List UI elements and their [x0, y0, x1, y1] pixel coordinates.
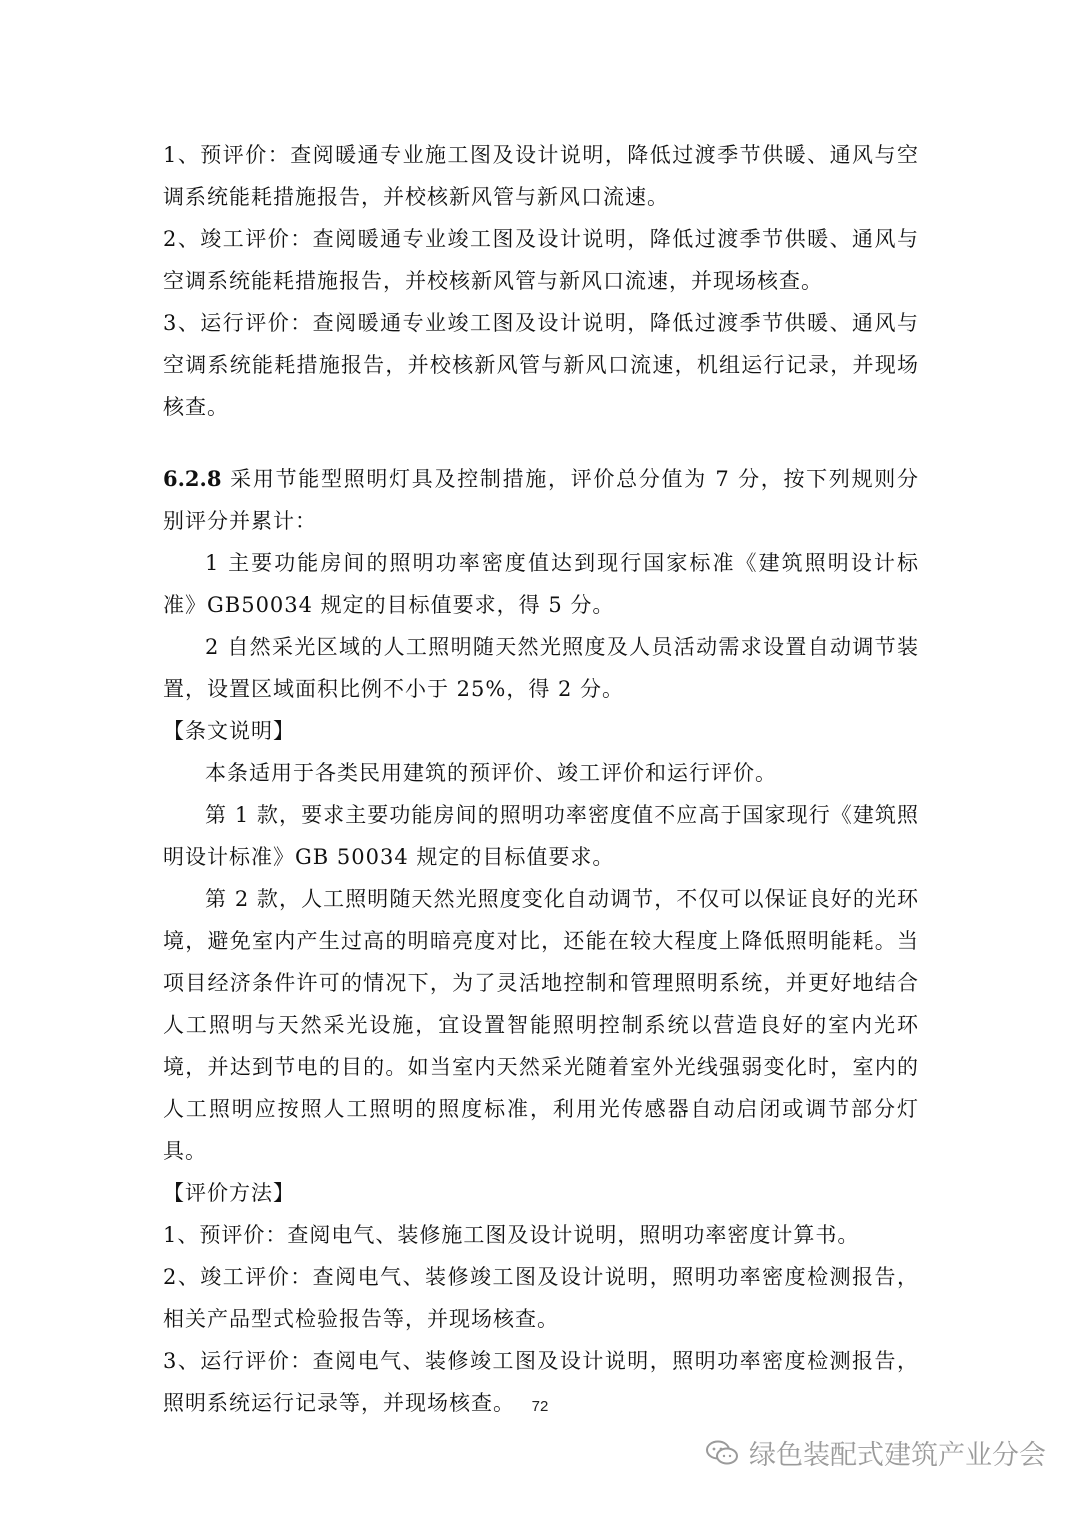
rule-item: 1 主要功能房间的照明功率密度值达到现行国家标准《建筑照明设计标准》GB50034 规定的目标值要求，得 5 分。 — [163, 551, 919, 617]
explanation-paragraph: 第 1 款，要求主要功能房间的照明功率密度值不应高于国家现行《建筑照明设计标准》GB 50034 规定的目标值要求。 — [163, 803, 919, 869]
method-paragraph: 3、运行评价：查阅电气、装修竣工图及设计说明，照明功率密度检测报告，照明系统运行记录等，并现场核查。 — [163, 1349, 919, 1415]
rule-item: 2 自然采光区域的人工照明随天然光照度及人员活动需求设置自动调节装置，设置区域面积比例不小于 25%，得 2 分。 — [163, 635, 919, 701]
evaluation-method-pre: 1、预评价：查阅暖通专业施工图及设计说明，降低过渡季节供暖、通风与空调系统能耗措施报告，并校核新风管与新风口流速。 — [163, 143, 919, 209]
explanation-heading: 【条文说明】 — [163, 719, 295, 743]
clause-text: 采用节能型照明灯具及控制措施，评价总分值为 7 分，按下列规则分别评分并累计： — [163, 467, 919, 533]
method-paragraph: 2、竣工评价：查阅电气、装修竣工图及设计说明，照明功率密度检测报告，相关产品型式检验报告等，并现场核查。 — [163, 1265, 919, 1331]
watermark — [705, 1433, 1046, 1472]
method-paragraph: 1、预评价：查阅电气、装修施工图及设计说明，照明功率密度计算书。 — [163, 1223, 860, 1247]
wechat-icon — [705, 1439, 739, 1467]
clause-number: 6.2.8 — [163, 466, 222, 491]
page-number: 72 — [531, 1398, 549, 1415]
method-heading: 【评价方法】 — [163, 1181, 295, 1205]
watermark-text: 绿色装配式建筑产业分会 — [749, 1440, 1046, 1471]
clause-paragraph — [163, 458, 919, 542]
evaluation-method-completion: 2、竣工评价：查阅暖通专业竣工图及设计说明，降低过渡季节供暖、通风与空调系统能耗措施报告，并校核新风管与新风口流速，并现场核查。 — [163, 227, 919, 293]
evaluation-method-operation: 3、运行评价：查阅暖通专业竣工图及设计说明，降低过渡季节供暖、通风与空调系统能耗措施报告，并校核新风管与新风口流速，机组运行记录，并现场核查。 — [163, 311, 919, 419]
explanation-paragraph: 第 2 款，人工照明随天然光照度变化自动调节，不仅可以保证良好的光环境，避免室内产生过高的明暗亮度对比，还能在较大程度上降低照明能耗。当项目经济条件许可的情况下，为了灵活地控制和管理照明系统，并更好地结合人工照明与天然采光设施，宜设置智能照明控制系统以营造良好的室内光环境，并达到节电的目的。如当室内天然采光随着室外光线强弱变化时，室内的人工照明应按照人工照明的照度标准，利用光传感器自动启闭或调节部分灯具。 — [163, 887, 919, 1163]
document-body — [163, 134, 919, 1424]
explanation-paragraph: 本条适用于各类民用建筑的预评价、竣工评价和运行评价。 — [205, 761, 777, 785]
